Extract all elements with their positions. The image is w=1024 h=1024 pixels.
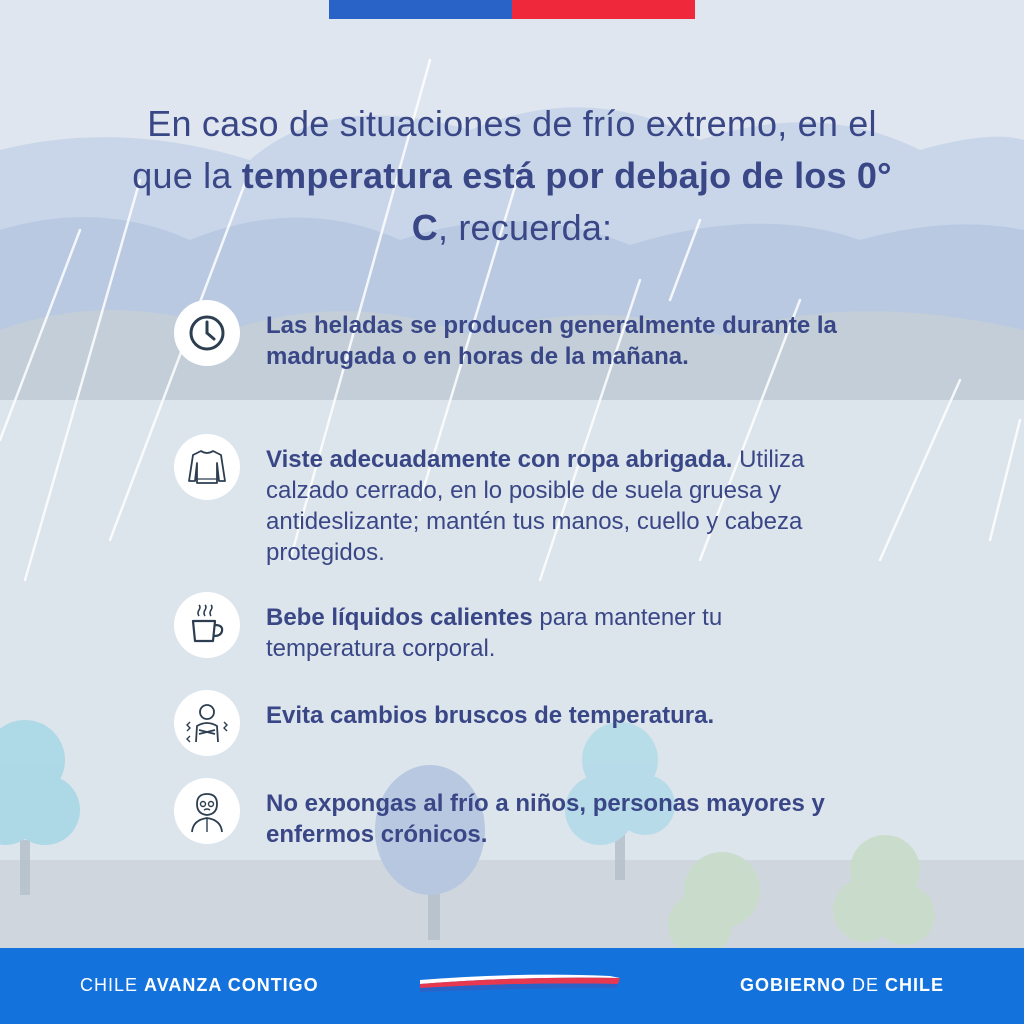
shivering-person-icon <box>174 690 240 756</box>
sweater-icon <box>174 434 240 500</box>
tip-bold: Bebe líquidos calientes <box>266 604 533 631</box>
headline-bold: temperatura está por debajo de los 0° C <box>241 155 892 248</box>
tip-bold: Viste adecuadamente con ropa abrigada. <box>266 446 733 473</box>
footer-slogan-regular: CHILE <box>80 975 139 995</box>
headline-part2: , recuerda: <box>437 207 613 248</box>
tip-text <box>266 788 846 850</box>
footer-gov-bold1: GOBIERNO <box>739 975 846 995</box>
footer-gov-bold2: CHILE <box>885 975 944 995</box>
footer-bar <box>0 948 1024 1024</box>
headline-part1: En caso de situaciones de frío extremo, en el que la <box>132 103 877 196</box>
flag-stripe-logo <box>420 970 620 994</box>
tip-bold: Las heladas se producen generalmente durante la madrugada o en horas de la mañana. <box>266 312 837 370</box>
flag-bar-blue <box>329 0 512 19</box>
tip-rest: Utiliza calzado cerrado, en lo posible de suela gruesa y antideslizante; mantén tus manos, cuello y cabeza protegidos. <box>266 446 805 566</box>
tip-text <box>266 310 846 372</box>
tip-text <box>266 444 846 568</box>
tip-bold: No expongas al frío a niños, personas mayores y enfermos crónicos. <box>266 790 825 848</box>
footer-slogan-bold: AVANZA CONTIGO <box>144 975 319 995</box>
clock-icon <box>174 300 240 366</box>
headline <box>112 98 912 254</box>
elderly-person-icon <box>174 778 240 844</box>
footer-slogan <box>80 975 319 996</box>
tip-rest: para mantener tu temperatura corporal. <box>266 604 723 662</box>
tip-bold: Evita cambios bruscos de temperatura. <box>266 702 715 729</box>
flag-bar <box>329 0 695 19</box>
hot-cup-icon <box>174 592 240 658</box>
tip-text <box>266 700 846 731</box>
footer-government <box>740 975 944 996</box>
footer-gov-regular: DE <box>851 975 879 995</box>
tip-text <box>266 602 846 664</box>
flag-bar-red <box>512 0 695 19</box>
